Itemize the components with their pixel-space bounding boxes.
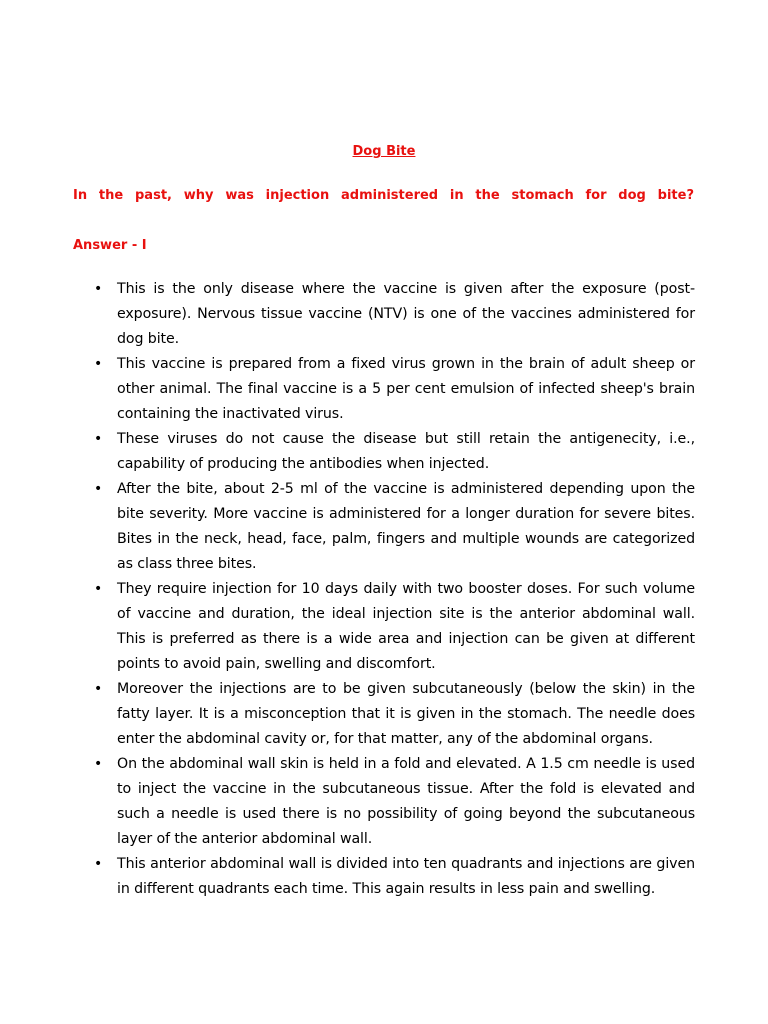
bullet-icon: • [94,581,103,597]
bullet-list [0,277,768,902]
bullet-text: This is the only disease where the vaccine is given after the exposure (post-exposure). Nervous tissue vaccine (NTV) is one of the vaccines administered for dog bite. [117,281,695,347]
bullet-text: They require injection for 10 days daily with two booster doses. For such volume of vaccine and duration, the ideal injection site is the anterior abdominal wall. This is preferred as there is a wide area and injection can be given at different points to avoid pain, swelling and discomfort. [117,581,695,672]
bullet-text: On the abdominal wall skin is held in a fold and elevated. A 1.5 cm needle is used to inject the vaccine in the subcutaneous tissue. After the fold is elevated and such a needle is used there is no possibility of going beyond the subcutaneous layer of the anterior abdominal wall. [117,756,695,847]
bullet-icon: • [94,756,103,772]
bullet-icon: • [94,281,103,297]
answer-label: Answer - I [73,238,147,253]
bullet-icon: • [94,856,103,872]
bullet-item [94,577,695,677]
bullet-item [94,477,695,577]
bullet-text: This vaccine is prepared from a fixed virus grown in the brain of adult sheep or other animal. The final vaccine is a 5 per cent emulsion of infected sheep's brain containing the inactivated virus. [117,356,695,422]
bullet-text: This anterior abdominal wall is divided into ten quadrants and injections are given in different quadrants each time. This again results in less pain and swelling. [117,856,695,897]
bullet-icon: • [94,681,103,697]
bullet-text: These viruses do not cause the disease but still retain the antigenecity, i.e., capability of producing the antibodies when injected. [117,431,695,472]
bullet-icon: • [94,356,103,372]
bullet-text: Moreover the injections are to be given subcutaneously (below the skin) in the fatty layer. It is a misconception that it is given in the stomach. The needle does enter the abdominal cavity or, for that matter, any of the abdominal organs. [117,681,695,747]
bullet-icon: • [94,431,103,447]
bullet-item [94,852,695,902]
bullet-text: After the bite, about 2-5 ml of the vaccine is administered depending upon the bite severity. More vaccine is administered for a longer duration for severe bites. Bites in the neck, head, face, palm, fingers and multiple wounds are categorized as class three bites. [117,481,695,572]
bullet-item [94,427,695,477]
document-title: Dog Bite [352,144,416,159]
bullet-icon: • [94,481,103,497]
bullet-item [94,277,695,352]
bullet-item [94,677,695,752]
question-heading: In the past, why was injection administered in the stomach for dog bite? [73,188,694,203]
bullet-item [94,752,695,852]
bullet-item [94,352,695,427]
